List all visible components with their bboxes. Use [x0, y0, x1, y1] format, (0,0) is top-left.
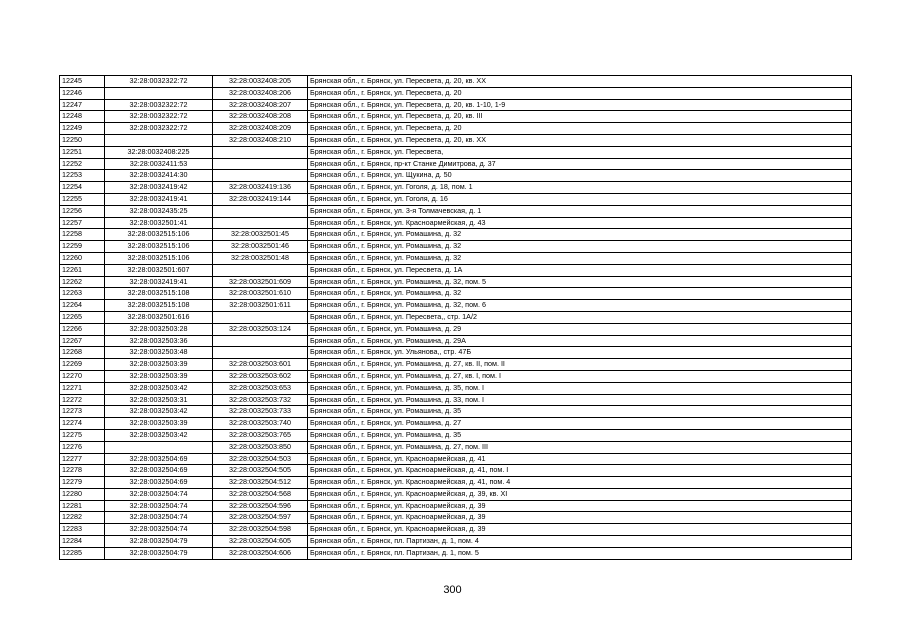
table-row: [60, 477, 852, 489]
table-row: [60, 252, 852, 264]
object-cadastral-number-cell: 32:28:0032501:46: [213, 241, 308, 253]
row-number-cell: 12249: [60, 123, 105, 135]
object-cadastral-number-cell: 32:28:0032501:610: [213, 288, 308, 300]
parcel-cadastral-number-cell: 32:28:0032322:72: [105, 123, 213, 135]
object-cadastral-number-cell: 32:28:0032408:209: [213, 123, 308, 135]
object-cadastral-number-cell: 32:28:0032419:144: [213, 193, 308, 205]
table-row: [60, 547, 852, 559]
table-row: [60, 524, 852, 536]
table-row: [60, 146, 852, 158]
object-cadastral-number-cell: [213, 170, 308, 182]
parcel-cadastral-number-cell: 32:28:0032419:41: [105, 193, 213, 205]
table-row: [60, 359, 852, 371]
table-row: [60, 394, 852, 406]
address-cell: Брянская обл., г. Брянск, ул. Красноармейская, д. 41, пом. 4: [308, 477, 852, 489]
row-number-cell: 12273: [60, 406, 105, 418]
object-cadastral-number-cell: 32:28:0032504:598: [213, 524, 308, 536]
row-number-cell: 12258: [60, 229, 105, 241]
registry-table-body: [60, 76, 852, 560]
table-row: [60, 217, 852, 229]
object-cadastral-number-cell: 32:28:0032501:609: [213, 276, 308, 288]
table-row: [60, 99, 852, 111]
row-number-cell: 12265: [60, 311, 105, 323]
address-cell: Брянская обл., г. Брянск, ул. Красноармейская, д. 39: [308, 524, 852, 536]
address-cell: Брянская обл., г. Брянск, ул. 3-я Толмачевская, д. 1: [308, 205, 852, 217]
object-cadastral-number-cell: 32:28:0032408:206: [213, 87, 308, 99]
parcel-cadastral-number-cell: 32:28:0032515:108: [105, 288, 213, 300]
table-row: [60, 370, 852, 382]
row-number-cell: 12261: [60, 264, 105, 276]
row-number-cell: 12270: [60, 370, 105, 382]
address-cell: Брянская обл., г. Брянск, ул. Ромашина, д. 27, кв. I, пом. I: [308, 370, 852, 382]
row-number-cell: 12280: [60, 488, 105, 500]
object-cadastral-number-cell: 32:28:0032503:601: [213, 359, 308, 371]
address-cell: Брянская обл., г. Брянск, ул. Пересвета, д. 20, кв. III: [308, 111, 852, 123]
row-number-cell: 12281: [60, 500, 105, 512]
address-cell: Брянская обл., г. Брянск, ул. Ромашина, д. 27, кв. II, пом. II: [308, 359, 852, 371]
address-cell: Брянская обл., г. Брянск, ул. Ромашина, д. 32: [308, 229, 852, 241]
table-row: [60, 453, 852, 465]
parcel-cadastral-number-cell: 32:28:0032322:72: [105, 111, 213, 123]
address-cell: Брянская обл., г. Брянск, ул. Ромашина, д. 32: [308, 288, 852, 300]
parcel-cadastral-number-cell: 32:28:0032503:39: [105, 370, 213, 382]
table-row: [60, 300, 852, 312]
address-cell: Брянская обл., г. Брянск, ул. Ромашина, д. 35: [308, 406, 852, 418]
object-cadastral-number-cell: 32:28:0032504:512: [213, 477, 308, 489]
object-cadastral-number-cell: 32:28:0032408:207: [213, 99, 308, 111]
row-number-cell: 12264: [60, 300, 105, 312]
parcel-cadastral-number-cell: 32:28:0032503:48: [105, 347, 213, 359]
table-row: [60, 323, 852, 335]
object-cadastral-number-cell: 32:28:0032503:850: [213, 441, 308, 453]
table-row: [60, 182, 852, 194]
row-number-cell: 12263: [60, 288, 105, 300]
row-number-cell: 12260: [60, 252, 105, 264]
parcel-cadastral-number-cell: 32:28:0032515:108: [105, 300, 213, 312]
table-row: [60, 347, 852, 359]
row-number-cell: 12279: [60, 477, 105, 489]
parcel-cadastral-number-cell: 32:28:0032504:69: [105, 465, 213, 477]
row-number-cell: 12284: [60, 536, 105, 548]
parcel-cadastral-number-cell: 32:28:0032414:30: [105, 170, 213, 182]
address-cell: Брянская обл., г. Брянск, пр-кт Станке Димитрова, д. 37: [308, 158, 852, 170]
table-row: [60, 512, 852, 524]
parcel-cadastral-number-cell: 32:28:0032504:74: [105, 500, 213, 512]
address-cell: Брянская обл., г. Брянск, ул. Красноармейская, д. 41, пом. I: [308, 465, 852, 477]
row-number-cell: 12275: [60, 429, 105, 441]
object-cadastral-number-cell: 32:28:0032503:765: [213, 429, 308, 441]
address-cell: Брянская обл., г. Брянск, ул. Ромашина, д. 27, пом. III: [308, 441, 852, 453]
object-cadastral-number-cell: 32:28:0032504:605: [213, 536, 308, 548]
table-row: [60, 536, 852, 548]
table-row: [60, 406, 852, 418]
table-row: [60, 500, 852, 512]
object-cadastral-number-cell: [213, 347, 308, 359]
table-row: [60, 288, 852, 300]
address-cell: Брянская обл., г. Брянск, ул. Ромашина, д. 32: [308, 241, 852, 253]
parcel-cadastral-number-cell: 32:28:0032503:42: [105, 382, 213, 394]
table-row: [60, 111, 852, 123]
address-cell: Брянская обл., г. Брянск, ул. Пересвета, д. 1А: [308, 264, 852, 276]
object-cadastral-number-cell: 32:28:0032503:653: [213, 382, 308, 394]
address-cell: Брянская обл., г. Брянск, ул. Пересвета,, стр. 1А/2: [308, 311, 852, 323]
parcel-cadastral-number-cell: 32:28:0032503:31: [105, 394, 213, 406]
address-cell: Брянская обл., г. Брянск, ул. Красноармейская, д. 43: [308, 217, 852, 229]
row-number-cell: 12267: [60, 335, 105, 347]
address-cell: Брянская обл., г. Брянск, ул. Пересвета, д. 20, кв. 1-10, 1-9: [308, 99, 852, 111]
parcel-cadastral-number-cell: 32:28:0032503:36: [105, 335, 213, 347]
address-cell: Брянская обл., г. Брянск, ул. Ромашина, д. 29А: [308, 335, 852, 347]
object-cadastral-number-cell: 32:28:0032504:503: [213, 453, 308, 465]
object-cadastral-number-cell: 32:28:0032503:124: [213, 323, 308, 335]
row-number-cell: 12272: [60, 394, 105, 406]
table-row: [60, 429, 852, 441]
parcel-cadastral-number-cell: [105, 87, 213, 99]
row-number-cell: 12276: [60, 441, 105, 453]
table-row: [60, 465, 852, 477]
object-cadastral-number-cell: 32:28:0032504:505: [213, 465, 308, 477]
page-number: 300: [443, 584, 462, 596]
object-cadastral-number-cell: 32:28:0032408:210: [213, 134, 308, 146]
object-cadastral-number-cell: [213, 158, 308, 170]
parcel-cadastral-number-cell: 32:28:0032503:39: [105, 418, 213, 430]
row-number-cell: 12285: [60, 547, 105, 559]
row-number-cell: 12282: [60, 512, 105, 524]
row-number-cell: 12278: [60, 465, 105, 477]
parcel-cadastral-number-cell: 32:28:0032515:106: [105, 229, 213, 241]
row-number-cell: 12274: [60, 418, 105, 430]
object-cadastral-number-cell: 32:28:0032501:45: [213, 229, 308, 241]
object-cadastral-number-cell: 32:28:0032408:208: [213, 111, 308, 123]
row-number-cell: 12247: [60, 99, 105, 111]
row-number-cell: 12252: [60, 158, 105, 170]
parcel-cadastral-number-cell: 32:28:0032504:69: [105, 453, 213, 465]
address-cell: Брянская обл., г. Брянск, ул. Пересвета, д. 20, кв. XX: [308, 76, 852, 88]
table-row: [60, 276, 852, 288]
parcel-cadastral-number-cell: 32:28:0032504:79: [105, 536, 213, 548]
row-number-cell: 12245: [60, 76, 105, 88]
parcel-cadastral-number-cell: 32:28:0032503:42: [105, 429, 213, 441]
object-cadastral-number-cell: [213, 146, 308, 158]
table-row: [60, 193, 852, 205]
address-cell: Брянская обл., г. Брянск, ул. Ромашина, д. 32, пом. 5: [308, 276, 852, 288]
parcel-cadastral-number-cell: 32:28:0032515:106: [105, 241, 213, 253]
object-cadastral-number-cell: [213, 311, 308, 323]
parcel-cadastral-number-cell: [105, 441, 213, 453]
table-row: [60, 170, 852, 182]
address-cell: Брянская обл., г. Брянск, ул. Ульянова,, стр. 47Б: [308, 347, 852, 359]
table-row: [60, 418, 852, 430]
address-cell: Брянская обл., г. Брянск, ул. Красноармейская, д. 39, кв. XI: [308, 488, 852, 500]
address-cell: Брянская обл., г. Брянск, ул. Гоголя, д. 16: [308, 193, 852, 205]
object-cadastral-number-cell: 32:28:0032504:597: [213, 512, 308, 524]
table-row: [60, 311, 852, 323]
row-number-cell: 12251: [60, 146, 105, 158]
table-row: [60, 87, 852, 99]
address-cell: Брянская обл., г. Брянск, ул. Красноармейская, д. 39: [308, 512, 852, 524]
parcel-cadastral-number-cell: 32:28:0032501:616: [105, 311, 213, 323]
object-cadastral-number-cell: 32:28:0032504:606: [213, 547, 308, 559]
address-cell: Брянская обл., г. Брянск, ул. Пересвета, д. 20, кв. XX: [308, 134, 852, 146]
parcel-cadastral-number-cell: 32:28:0032322:72: [105, 76, 213, 88]
parcel-cadastral-number-cell: 32:28:0032504:74: [105, 488, 213, 500]
table-row: [60, 134, 852, 146]
table-row: [60, 123, 852, 135]
row-number-cell: 12268: [60, 347, 105, 359]
row-number-cell: 12256: [60, 205, 105, 217]
parcel-cadastral-number-cell: [105, 134, 213, 146]
parcel-cadastral-number-cell: 32:28:0032504:74: [105, 524, 213, 536]
parcel-cadastral-number-cell: 32:28:0032419:41: [105, 276, 213, 288]
object-cadastral-number-cell: 32:28:0032501:48: [213, 252, 308, 264]
cadastral-registry-table: [59, 75, 852, 560]
table-row: [60, 205, 852, 217]
object-cadastral-number-cell: 32:28:0032503:732: [213, 394, 308, 406]
table-row: [60, 488, 852, 500]
object-cadastral-number-cell: [213, 217, 308, 229]
table-row: [60, 335, 852, 347]
parcel-cadastral-number-cell: 32:28:0032411:53: [105, 158, 213, 170]
row-number-cell: 12250: [60, 134, 105, 146]
table-row: [60, 264, 852, 276]
parcel-cadastral-number-cell: 32:28:0032501:607: [105, 264, 213, 276]
address-cell: Брянская обл., г. Брянск, пл. Партизан, д. 1, пом. 5: [308, 547, 852, 559]
parcel-cadastral-number-cell: 32:28:0032504:69: [105, 477, 213, 489]
table-row: [60, 158, 852, 170]
address-cell: Брянская обл., г. Брянск, ул. Пересвета, д. 20: [308, 123, 852, 135]
parcel-cadastral-number-cell: 32:28:0032435:25: [105, 205, 213, 217]
row-number-cell: 12248: [60, 111, 105, 123]
object-cadastral-number-cell: 32:28:0032504:568: [213, 488, 308, 500]
row-number-cell: 12277: [60, 453, 105, 465]
address-cell: Брянская обл., г. Брянск, ул. Ромашина, д. 35, пом. I: [308, 382, 852, 394]
address-cell: Брянская обл., г. Брянск, ул. Ромашина, д. 33, пом. I: [308, 394, 852, 406]
row-number-cell: 12262: [60, 276, 105, 288]
row-number-cell: 12283: [60, 524, 105, 536]
address-cell: Брянская обл., г. Брянск, ул. Гоголя, д. 18, пом. 1: [308, 182, 852, 194]
parcel-cadastral-number-cell: 32:28:0032501:41: [105, 217, 213, 229]
parcel-cadastral-number-cell: 32:28:0032504:74: [105, 512, 213, 524]
object-cadastral-number-cell: [213, 335, 308, 347]
parcel-cadastral-number-cell: 32:28:0032503:42: [105, 406, 213, 418]
address-cell: Брянская обл., г. Брянск, ул. Красноармейская, д. 39: [308, 500, 852, 512]
table-row: [60, 241, 852, 253]
object-cadastral-number-cell: 32:28:0032503:602: [213, 370, 308, 382]
object-cadastral-number-cell: 32:28:0032419:136: [213, 182, 308, 194]
address-cell: Брянская обл., г. Брянск, ул. Ромашина, д. 27: [308, 418, 852, 430]
address-cell: Брянская обл., г. Брянск, ул. Ромашина, д. 32: [308, 252, 852, 264]
object-cadastral-number-cell: 32:28:0032408:205: [213, 76, 308, 88]
object-cadastral-number-cell: 32:28:0032503:733: [213, 406, 308, 418]
table-row: [60, 382, 852, 394]
row-number-cell: 12254: [60, 182, 105, 194]
row-number-cell: 12257: [60, 217, 105, 229]
object-cadastral-number-cell: [213, 205, 308, 217]
address-cell: Брянская обл., г. Брянск, ул. Ромашина, д. 32, пом. 6: [308, 300, 852, 312]
address-cell: Брянская обл., г. Брянск, ул. Ромашина, д. 29: [308, 323, 852, 335]
object-cadastral-number-cell: [213, 264, 308, 276]
table-row: [60, 76, 852, 88]
parcel-cadastral-number-cell: 32:28:0032408:225: [105, 146, 213, 158]
address-cell: Брянская обл., г. Брянск, ул. Пересвета, д. 20: [308, 87, 852, 99]
object-cadastral-number-cell: 32:28:0032501:611: [213, 300, 308, 312]
parcel-cadastral-number-cell: 32:28:0032419:42: [105, 182, 213, 194]
row-number-cell: 12266: [60, 323, 105, 335]
table-row: [60, 441, 852, 453]
parcel-cadastral-number-cell: 32:28:0032503:28: [105, 323, 213, 335]
address-cell: Брянская обл., г. Брянск, ул. Щукина, д. 50: [308, 170, 852, 182]
object-cadastral-number-cell: 32:28:0032503:740: [213, 418, 308, 430]
address-cell: Брянская обл., г. Брянск, ул. Пересвета,: [308, 146, 852, 158]
address-cell: Брянская обл., г. Брянск, ул. Ромашина, д. 35: [308, 429, 852, 441]
table-row: [60, 229, 852, 241]
parcel-cadastral-number-cell: 32:28:0032515:106: [105, 252, 213, 264]
row-number-cell: 12253: [60, 170, 105, 182]
row-number-cell: 12246: [60, 87, 105, 99]
row-number-cell: 12269: [60, 359, 105, 371]
parcel-cadastral-number-cell: 32:28:0032322:72: [105, 99, 213, 111]
object-cadastral-number-cell: 32:28:0032504:596: [213, 500, 308, 512]
address-cell: Брянская обл., г. Брянск, ул. Красноармейская, д. 41: [308, 453, 852, 465]
address-cell: Брянская обл., г. Брянск, пл. Партизан, д. 1, пом. 4: [308, 536, 852, 548]
row-number-cell: 12259: [60, 241, 105, 253]
row-number-cell: 12255: [60, 193, 105, 205]
parcel-cadastral-number-cell: 32:28:0032504:79: [105, 547, 213, 559]
parcel-cadastral-number-cell: 32:28:0032503:39: [105, 359, 213, 371]
row-number-cell: 12271: [60, 382, 105, 394]
